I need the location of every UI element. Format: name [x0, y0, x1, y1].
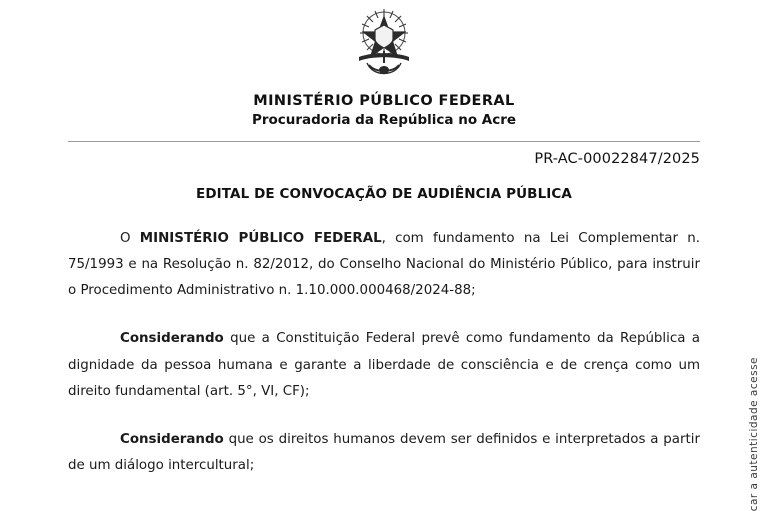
- authenticity-stamp-text: car a autenticidade acesse: [748, 356, 760, 511]
- paragraph-2: [68, 326, 700, 404]
- body-text: O: [120, 231, 140, 246]
- emphasis-text: MINISTÉRIO PÚBLICO FEDERAL: [139, 231, 382, 246]
- document-number: PR-AC-00022847/2025: [534, 151, 700, 167]
- authenticity-stamp: [742, 0, 766, 511]
- body-text: , com fundamento na Lei Complementar n. 75/1993 e na Resolução n. 82/2012, do Conselho Nacional do Ministério Público, para instruir o Procedimento Administrativo n. 1.10.000.000468/2024-88;: [68, 231, 700, 299]
- emphasis-text: Considerando: [120, 431, 224, 447]
- header-divider: [68, 141, 700, 142]
- document-body: [68, 226, 700, 479]
- body-text: que a Constituição Federal prevê como fundamento da República a dignidade da pessoa humana e garante a liberdade de consciência e de crença como um direito fundamental (art. 5°, VI, CF);: [68, 331, 700, 399]
- body-text: que os direitos humanos devem ser definidos e interpretados a partir de um diálogo intercultural;: [68, 431, 700, 473]
- emphasis-text: Considerando: [120, 331, 224, 347]
- organization-title: MINISTÉRIO PÚBLICO FEDERAL: [253, 93, 515, 109]
- page-title: EDITAL DE CONVOCAÇÃO DE AUDIÊNCIA PÚBLICA: [196, 186, 572, 202]
- paragraph-1: [68, 226, 700, 304]
- brazil-coat-of-arms-icon: [353, 7, 415, 79]
- organization-unit: Procuradoria da República no Acre: [251, 112, 517, 128]
- paragraph-3: [68, 427, 700, 479]
- coat-of-arms-container: [68, 0, 700, 87]
